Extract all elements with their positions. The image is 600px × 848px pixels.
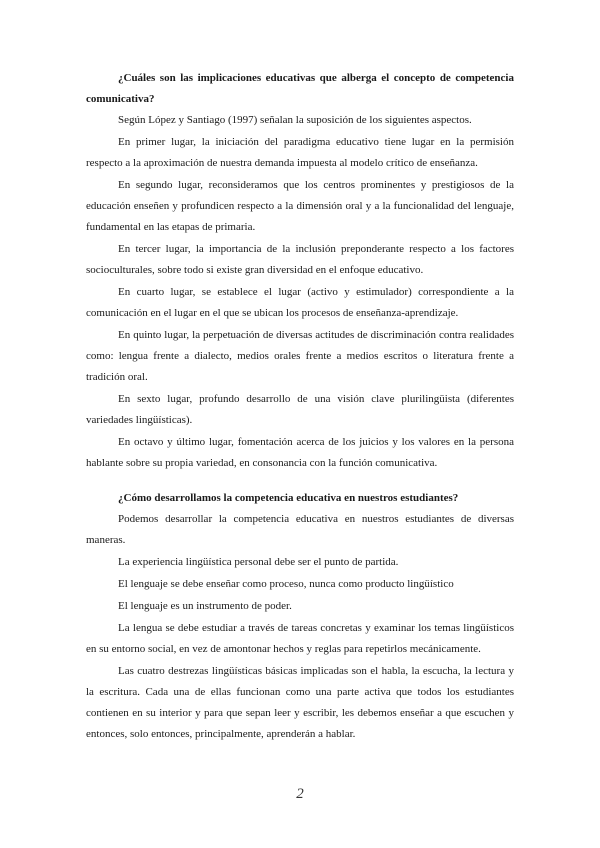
paragraph: En sexto lugar, profundo desarrollo de una visión clave plurilingüista (diferentes variedades lingüísticas).	[86, 393, 514, 426]
paragraph: Podemos desarrollar la competencia educativa en nuestros estudiantes de diversas maneras.	[86, 513, 514, 546]
paragraph: El lenguaje es un instrumento de poder.	[118, 600, 292, 612]
page-number: 2	[296, 786, 304, 802]
paragraph: Las cuatro destrezas lingüísticas básicas implicadas son el habla, la escucha, la lectura y la escritura. Cada una de ellas funcionan como una parte activa que todos los estudiantes contienen en su interior y para que sepan leer y escribir, les debemos enseñar a que escuchen y entonces, solo entonces, principalmente, aprenderán a hablar.	[86, 665, 514, 740]
section-heading-desarrollo: ¿Cómo desarrollamos la competencia educativa en nuestros estudiantes?	[118, 492, 459, 504]
paragraph: El lenguaje se debe enseñar como proceso, nunca como producto lingüístico	[118, 578, 454, 590]
paragraph: En quinto lugar, la perpetuación de diversas actitudes de discriminación contra realidades como: lengua frente a dialecto, medios orales frente a medios escritos o literatura frente a tradición oral.	[86, 329, 514, 383]
paragraph: En segundo lugar, reconsideramos que los centros prominentes y prestigiosos de la educación enseñen y profundicen respecto a la dimensión oral y a la funcionalidad del lenguaje, fundamental en las etapas de primaria.	[86, 179, 514, 233]
paragraph: En octavo y último lugar, fomentación acerca de los juicios y los valores en la persona hablante sobre su propia variedad, en consonancia con la función comunicativa.	[86, 436, 514, 469]
section-heading-implicaciones: ¿Cuáles son las implicaciones educativas que alberga el concepto de competencia comunicativa?	[86, 72, 514, 105]
section-spacer	[86, 475, 514, 488]
paragraph: En tercer lugar, la importancia de la inclusión preponderante respecto a los factores socioculturales, sobre todo si existe gran diversidad en el enfoque educativo.	[86, 243, 514, 276]
paragraph: La lengua se debe estudiar a través de tareas concretas y examinar los temas lingüísticos en su entorno social, en vez de amontonar hechos y reglas para repetirlos mecánicamente.	[86, 622, 514, 655]
paragraph: En primer lugar, la iniciación del paradigma educativo tiene lugar en la permisión respecto a la aproximación de nuestra demanda impuesta al modelo crítico de enseñanza.	[86, 136, 514, 169]
paragraph: La experiencia lingüística personal debe ser el punto de partida.	[118, 556, 399, 568]
paragraph: En cuarto lugar, se establece el lugar (activo y estimulador) correspondiente a la comunicación en el lugar en el que se ubican los procesos de enseñanza-aprendizaje.	[86, 286, 514, 319]
document-page	[86, 68, 514, 746]
paragraph: Según López y Santiago (1997) señalan la suposición de los siguientes aspectos.	[118, 114, 472, 126]
